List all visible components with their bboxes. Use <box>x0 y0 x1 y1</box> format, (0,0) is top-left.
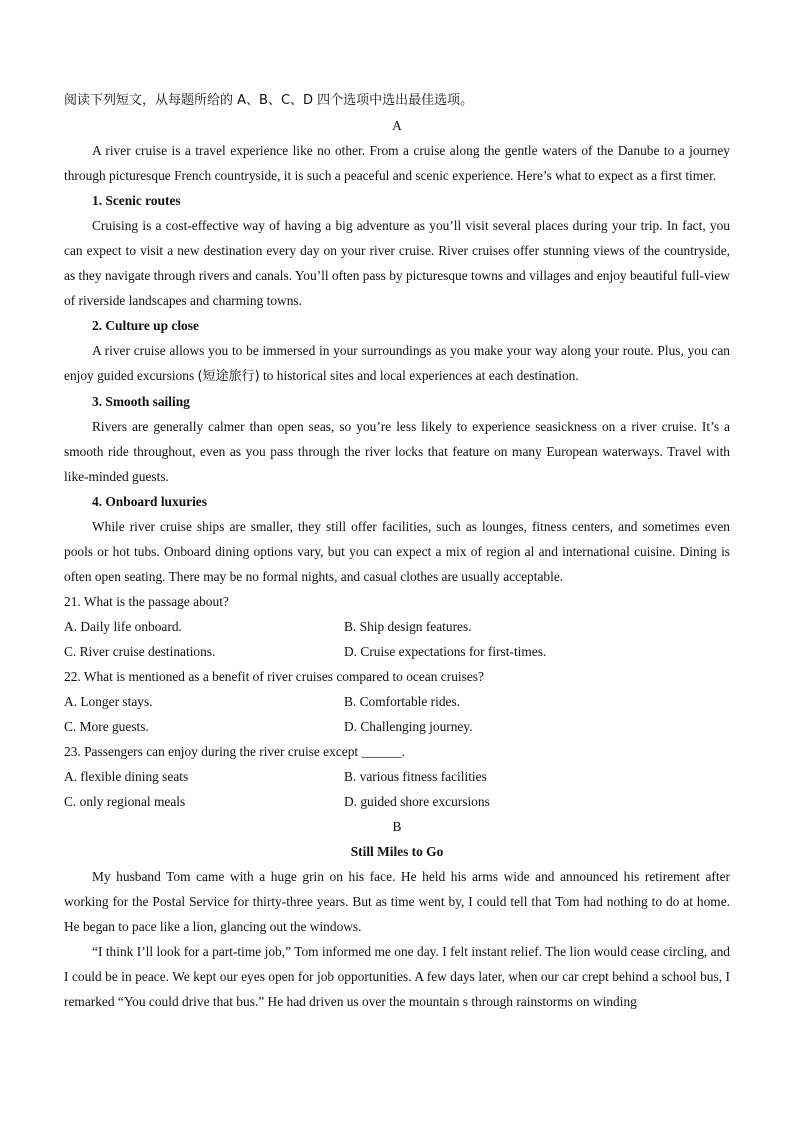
section-text-scenic-routes: Cruising is a cost-effective way of having a big adventure as you’ll visit several places during your trip. In fact, you can expect to visit a new destination every day on your river cruise. River cruises offer stunning views of the countryside, as they navigate through rivers and canals. You’ll often pass by picturesque towns and villages and enjoy beautiful full-view of riverside landscapes and charming towns. <box>64 218 730 308</box>
section-heading-onboard-luxuries: 4. Onboard luxuries <box>92 494 207 509</box>
passage-b-paragraph-1: My husband Tom came with a huge grin on his face. He held his arms wide and announced his retirement after working for the Postal Service for thirty-three years. But as time went by, I could tell that Tom had nothing to do at home. He began to pace like a lion, glancing out the windows. <box>64 869 730 934</box>
passage-b-letter: B <box>392 819 402 834</box>
section-text-culture-up-close <box>64 338 730 389</box>
culture-text-before: A river cruise allows you to be immersed in your surroundings as you make your way along your route. Plus, you can enjoy guided excursions <box>64 343 730 383</box>
question-21-option-d: D. Cruise expectations for first-times. <box>344 644 547 659</box>
question-23-option-d: D. guided shore excursions <box>344 794 490 809</box>
question-22-option-c: C. More guests. <box>64 719 149 734</box>
instruction: 阅读下列短文，从每题所给的 A、B、C、D 四个选项中选出最佳选项。 <box>64 93 474 108</box>
passage-b-paragraph-2: “I think I’ll look for a part-time job,” Tom informed me one day. I felt instant relief. The lion would cease circling, and I could be in peace. We kept our eyes open for job opportunities. A few days later, when our car crept behind a school bus, I remarked “You could drive that bus.” He had driven us over the mountain s through rainstorms on winding <box>64 944 730 1009</box>
section-text-onboard-luxuries: While river cruise ships are smaller, they still offer facilities, such as lounges, fitness centers, and sometimes even pools or hot tubs. Onboard dining options vary, but you can expect a mix of region al and international cuisine. Dining is often open seating. There may be no formal nights, and casual clothes are usually acceptable. <box>64 519 730 584</box>
question-22-options-row-2 <box>64 714 730 739</box>
section-text-smooth-sailing: Rivers are generally calmer than open seas, so you’re less likely to experience seasickness on a river cruise. It’s a smooth ride throughout, even as you pass through the river locks that feature on many European waterways. Travel with like-minded guests. <box>64 419 730 484</box>
question-21-options-row-1 <box>64 614 730 639</box>
question-23-option-a: A. flexible dining seats <box>64 769 189 784</box>
question-22-option-b: B. Comfortable rides. <box>344 694 461 709</box>
passage-b-title: Still Miles to Go <box>350 844 444 859</box>
document-page <box>64 88 730 1014</box>
passage-a-intro: A river cruise is a travel experience like no other. From a cruise along the gentle waters of the Danube to a journey through picturesque French countryside, it is such a peaceful and scenic experience. Here’s what to expect as a first timer. <box>64 143 730 183</box>
question-21-option-a: A. Daily life onboard. <box>64 619 182 634</box>
question-22-stem: 22. What is mentioned as a benefit of river cruises compared to ocean cruises? <box>64 669 484 684</box>
question-21-stem: 21. What is the passage about? <box>64 594 229 609</box>
question-23-options-row-1 <box>64 764 730 789</box>
culture-text-after: to historical sites and local experiences at each destination. <box>263 368 579 383</box>
section-heading-culture-up-close: 2. Culture up close <box>92 318 199 333</box>
passage-a-letter: A <box>392 118 402 133</box>
question-23-option-c: C. only regional meals <box>64 794 186 809</box>
chinese-gloss-note: (短途旅行) <box>197 369 260 384</box>
section-heading-smooth-sailing: 3. Smooth sailing <box>92 394 190 409</box>
question-22-options-row-1 <box>64 689 730 714</box>
section-heading-scenic-routes: 1. Scenic routes <box>92 193 181 208</box>
question-21-options-row-2 <box>64 639 730 664</box>
question-23-options-row-2 <box>64 789 730 814</box>
question-23-option-b: B. various fitness facilities <box>344 769 487 784</box>
question-22-option-d: D. Challenging journey. <box>344 719 473 734</box>
question-21-option-c: C. River cruise destinations. <box>64 644 216 659</box>
question-23-stem: 23. Passengers can enjoy during the river cruise except ______. <box>64 744 405 759</box>
question-22-option-a: A. Longer stays. <box>64 694 153 709</box>
question-21-option-b: B. Ship design features. <box>344 619 472 634</box>
